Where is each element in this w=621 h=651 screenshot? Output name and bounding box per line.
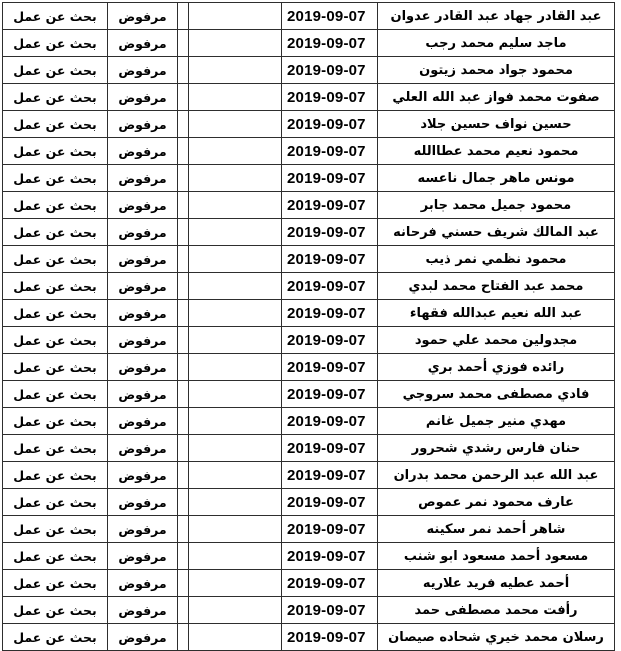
records-table — [2, 2, 615, 651]
cell-person-name: رائده فوزي أحمد بري — [378, 354, 615, 381]
cell-rejected-status: مرفوض — [108, 165, 178, 192]
table-row — [3, 408, 615, 435]
cell-spacer-empty — [178, 543, 189, 570]
cell-search-status: بحث عن عمل — [3, 84, 108, 111]
cell-date: 2019-09-07 — [282, 192, 378, 219]
cell-blank — [189, 570, 282, 597]
cell-rejected-status: مرفوض — [108, 327, 178, 354]
table-row — [3, 84, 615, 111]
cell-rejected-status: مرفوض — [108, 381, 178, 408]
cell-search-status: بحث عن عمل — [3, 597, 108, 624]
cell-date: 2019-09-07 — [282, 624, 378, 651]
cell-date: 2019-09-07 — [282, 408, 378, 435]
cell-search-status: بحث عن عمل — [3, 273, 108, 300]
cell-search-status: بحث عن عمل — [3, 30, 108, 57]
cell-blank — [189, 327, 282, 354]
cell-rejected-status: مرفوض — [108, 408, 178, 435]
cell-blank — [189, 300, 282, 327]
cell-spacer-empty — [178, 624, 189, 651]
cell-date: 2019-09-07 — [282, 300, 378, 327]
cell-search-status: بحث عن عمل — [3, 246, 108, 273]
cell-blank — [189, 354, 282, 381]
cell-search-status: بحث عن عمل — [3, 408, 108, 435]
cell-search-status: بحث عن عمل — [3, 300, 108, 327]
table-row — [3, 435, 615, 462]
cell-date: 2019-09-07 — [282, 462, 378, 489]
cell-date: 2019-09-07 — [282, 435, 378, 462]
table-row — [3, 354, 615, 381]
cell-search-status: بحث عن عمل — [3, 624, 108, 651]
table-row — [3, 111, 615, 138]
table-row — [3, 3, 615, 30]
cell-spacer-empty — [178, 111, 189, 138]
cell-date: 2019-09-07 — [282, 30, 378, 57]
table-row — [3, 462, 615, 489]
table-row — [3, 381, 615, 408]
table-row — [3, 327, 615, 354]
cell-blank — [189, 624, 282, 651]
cell-date: 2019-09-07 — [282, 597, 378, 624]
cell-blank — [189, 408, 282, 435]
cell-person-name: شاهر أحمد نمر سكينه — [378, 516, 615, 543]
cell-blank — [189, 462, 282, 489]
cell-spacer-empty — [178, 597, 189, 624]
cell-person-name: مسعود أحمد مسعود ابو شنب — [378, 543, 615, 570]
cell-rejected-status: مرفوض — [108, 3, 178, 30]
cell-blank — [189, 246, 282, 273]
cell-rejected-status: مرفوض — [108, 111, 178, 138]
cell-rejected-status: مرفوض — [108, 246, 178, 273]
cell-rejected-status: مرفوض — [108, 273, 178, 300]
cell-blank — [189, 30, 282, 57]
cell-spacer-empty — [178, 219, 189, 246]
cell-search-status: بحث عن عمل — [3, 516, 108, 543]
cell-rejected-status: مرفوض — [108, 138, 178, 165]
cell-search-status: بحث عن عمل — [3, 543, 108, 570]
cell-date: 2019-09-07 — [282, 327, 378, 354]
cell-blank — [189, 489, 282, 516]
table-row — [3, 273, 615, 300]
cell-date: 2019-09-07 — [282, 57, 378, 84]
cell-rejected-status: مرفوض — [108, 516, 178, 543]
cell-search-status: بحث عن عمل — [3, 57, 108, 84]
cell-date: 2019-09-07 — [282, 354, 378, 381]
cell-rejected-status: مرفوض — [108, 597, 178, 624]
cell-date: 2019-09-07 — [282, 246, 378, 273]
cell-date: 2019-09-07 — [282, 381, 378, 408]
cell-blank — [189, 597, 282, 624]
table-body — [3, 3, 615, 651]
table-row — [3, 570, 615, 597]
table-row — [3, 138, 615, 165]
cell-date: 2019-09-07 — [282, 84, 378, 111]
table-row — [3, 219, 615, 246]
cell-person-name: صفوت محمد فواز عبد الله العلي — [378, 84, 615, 111]
cell-person-name: حسين نواف حسين جلاد — [378, 111, 615, 138]
table-row — [3, 543, 615, 570]
cell-spacer-empty — [178, 516, 189, 543]
cell-date: 2019-09-07 — [282, 165, 378, 192]
cell-date: 2019-09-07 — [282, 3, 378, 30]
table-row — [3, 597, 615, 624]
cell-search-status: بحث عن عمل — [3, 354, 108, 381]
cell-blank — [189, 165, 282, 192]
cell-blank — [189, 57, 282, 84]
cell-search-status: بحث عن عمل — [3, 462, 108, 489]
cell-spacer-empty — [178, 84, 189, 111]
cell-date: 2019-09-07 — [282, 219, 378, 246]
cell-search-status: بحث عن عمل — [3, 435, 108, 462]
cell-person-name: مجدولين محمد علي حمود — [378, 327, 615, 354]
cell-spacer-empty — [178, 489, 189, 516]
cell-blank — [189, 516, 282, 543]
cell-spacer-empty — [178, 381, 189, 408]
cell-spacer-empty — [178, 165, 189, 192]
cell-blank — [189, 435, 282, 462]
cell-date: 2019-09-07 — [282, 111, 378, 138]
cell-person-name: ماجد سليم محمد رجب — [378, 30, 615, 57]
cell-blank — [189, 219, 282, 246]
cell-spacer-empty — [178, 408, 189, 435]
cell-rejected-status: مرفوض — [108, 462, 178, 489]
cell-person-name: مهدي منير جميل غانم — [378, 408, 615, 435]
cell-spacer-empty — [178, 246, 189, 273]
cell-rejected-status: مرفوض — [108, 435, 178, 462]
cell-spacer-empty — [178, 273, 189, 300]
cell-search-status: بحث عن عمل — [3, 489, 108, 516]
cell-rejected-status: مرفوض — [108, 57, 178, 84]
cell-search-status: بحث عن عمل — [3, 219, 108, 246]
cell-rejected-status: مرفوض — [108, 219, 178, 246]
cell-person-name: عبد المالك شريف حسني فرحانه — [378, 219, 615, 246]
cell-spacer-empty — [178, 354, 189, 381]
cell-search-status: بحث عن عمل — [3, 111, 108, 138]
table-row — [3, 516, 615, 543]
cell-person-name: محمد عبد الفتاح محمد لبدي — [378, 273, 615, 300]
table-row — [3, 489, 615, 516]
table-row — [3, 246, 615, 273]
cell-date: 2019-09-07 — [282, 516, 378, 543]
table-row — [3, 300, 615, 327]
cell-rejected-status: مرفوض — [108, 570, 178, 597]
cell-date: 2019-09-07 — [282, 273, 378, 300]
cell-person-name: حنان فارس رشدي شحرور — [378, 435, 615, 462]
cell-person-name: محمود جميل محمد جابر — [378, 192, 615, 219]
cell-person-name: عبد الله عبد الرحمن محمد بدران — [378, 462, 615, 489]
cell-person-name: فادي مصطفى محمد سروجي — [378, 381, 615, 408]
cell-search-status: بحث عن عمل — [3, 327, 108, 354]
cell-rejected-status: مرفوض — [108, 543, 178, 570]
cell-date: 2019-09-07 — [282, 543, 378, 570]
cell-person-name: محمود جواد محمد زيتون — [378, 57, 615, 84]
cell-person-name: محمود نعيم محمد عطاالله — [378, 138, 615, 165]
cell-date: 2019-09-07 — [282, 489, 378, 516]
cell-person-name: عبد الله نعيم عبدالله فقهاء — [378, 300, 615, 327]
cell-rejected-status: مرفوض — [108, 489, 178, 516]
cell-spacer-empty — [178, 57, 189, 84]
table-row — [3, 57, 615, 84]
cell-rejected-status: مرفوض — [108, 624, 178, 651]
cell-person-name: عبد القادر جهاد عبد القادر عدوان — [378, 3, 615, 30]
cell-blank — [189, 381, 282, 408]
cell-spacer-empty — [178, 435, 189, 462]
cell-person-name: رأفت محمد مصطفى حمد — [378, 597, 615, 624]
cell-blank — [189, 543, 282, 570]
table-row — [3, 30, 615, 57]
cell-search-status: بحث عن عمل — [3, 138, 108, 165]
cell-blank — [189, 111, 282, 138]
cell-blank — [189, 192, 282, 219]
cell-search-status: بحث عن عمل — [3, 192, 108, 219]
cell-date: 2019-09-07 — [282, 570, 378, 597]
cell-rejected-status: مرفوض — [108, 84, 178, 111]
cell-search-status: بحث عن عمل — [3, 381, 108, 408]
cell-blank — [189, 3, 282, 30]
cell-rejected-status: مرفوض — [108, 354, 178, 381]
cell-spacer-empty — [178, 138, 189, 165]
table-row — [3, 624, 615, 651]
cell-search-status: بحث عن عمل — [3, 3, 108, 30]
cell-blank — [189, 138, 282, 165]
cell-rejected-status: مرفوض — [108, 300, 178, 327]
table-row — [3, 165, 615, 192]
cell-spacer-empty — [178, 192, 189, 219]
cell-person-name: محمود نظمي نمر ذيب — [378, 246, 615, 273]
cell-person-name: مونس ماهر جمال ناعسه — [378, 165, 615, 192]
cell-spacer-empty — [178, 327, 189, 354]
cell-person-name: عارف محمود نمر عموص — [378, 489, 615, 516]
cell-spacer-empty — [178, 300, 189, 327]
cell-search-status: بحث عن عمل — [3, 165, 108, 192]
cell-person-name: أحمد عطيه فريد علاريه — [378, 570, 615, 597]
cell-rejected-status: مرفوض — [108, 192, 178, 219]
cell-rejected-status: مرفوض — [108, 30, 178, 57]
cell-person-name: رسلان محمد خيري شحاده صيصان — [378, 624, 615, 651]
cell-search-status: بحث عن عمل — [3, 570, 108, 597]
cell-blank — [189, 84, 282, 111]
cell-spacer-empty — [178, 3, 189, 30]
cell-spacer-empty — [178, 462, 189, 489]
cell-spacer-empty — [178, 570, 189, 597]
cell-spacer-empty — [178, 30, 189, 57]
cell-blank — [189, 273, 282, 300]
cell-date: 2019-09-07 — [282, 138, 378, 165]
table-row — [3, 192, 615, 219]
